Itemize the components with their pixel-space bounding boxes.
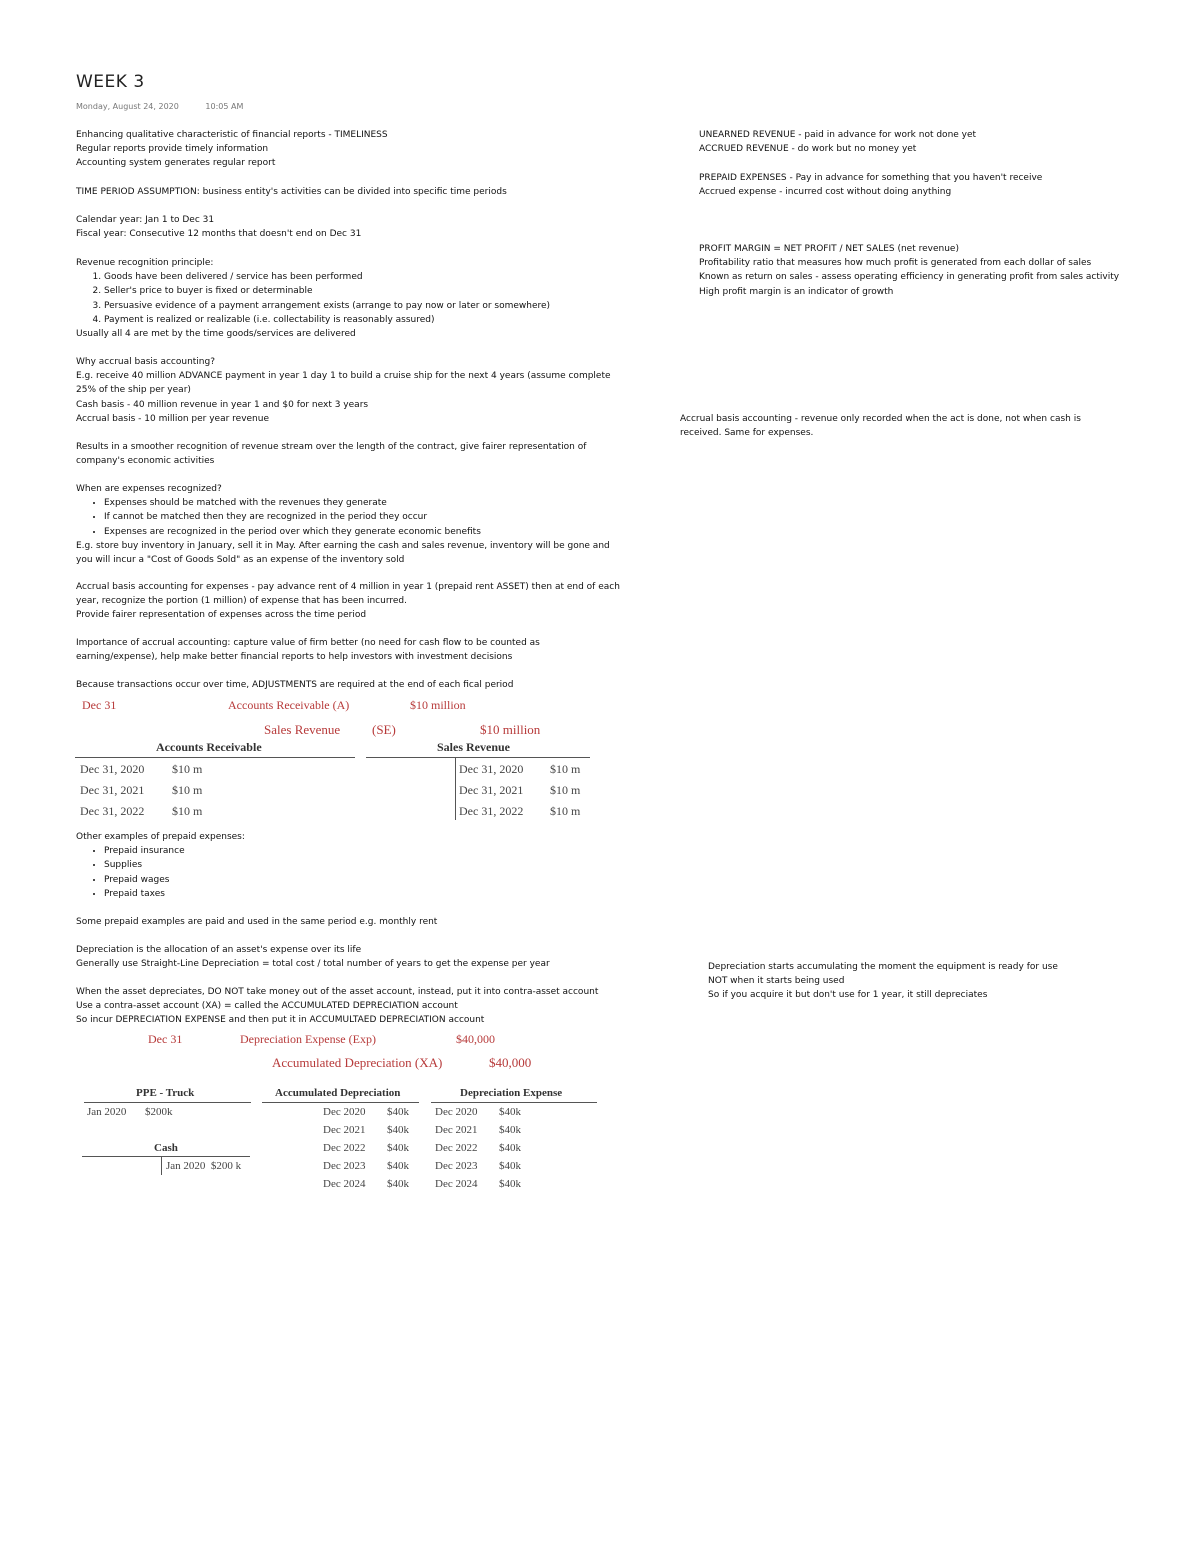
journal2-credit-account: Accumulated Depreciation (XA) xyxy=(272,1055,443,1070)
list-item: • If cannot be matched then they are recognized in the period they occur xyxy=(104,510,610,524)
contra-asset-block: When the asset depreciates, DO NOT take money out of the asset account, instead, put it into contra-asset account Use a contra-asset account (XA) = called the ACCUMULATED DEPRECIATION account So incur DEPRECIATION EXPENSE and then put it in ACCUMULTAED DEPRECIATION account xyxy=(76,987,599,1026)
journal2-debit-amount: $40,000 xyxy=(456,1032,495,1046)
revenue-list xyxy=(76,270,550,327)
t-account-ar-rows xyxy=(80,762,202,825)
t-account-de-rule xyxy=(431,1102,597,1103)
profit-margin-block: PROFIT MARGIN = NET PROFIT / NET SALES (net revenue) Profitability ratio that measures how much profit is generated from each dollar of sales Known as return on sales - assess operating efficiency in generating profit from sales activity High profit margin is an indicator of growth xyxy=(699,244,1120,297)
t-account-sr-rows xyxy=(459,762,580,825)
table-row: Dec 2024 $40k xyxy=(435,1178,521,1190)
time-period-assumption: TIME PERIOD ASSUMPTION: business entity's activities can be divided into specific time periods xyxy=(76,187,507,197)
t-account-sr-title: Sales Revenue xyxy=(437,740,510,754)
revenue-recognition: Revenue recognition principle: 1. Goods have been delivered / service has been performed 2. Seller's price to buyer is fixed or determinable 3. Persuasive evidence of a payment arrangement exists (arrange to pay now or later or somewhere) 4. Payment is realized or realizable (i.e. collectability is reasonably assured) Usually all 4 are met by the time goods/services are delivered xyxy=(76,256,550,341)
table-row: Dec 31, 2020 $10 m xyxy=(80,762,203,776)
note-time: 10:05 AM xyxy=(205,102,244,111)
table-row: Dec 31, 2022 $10 m xyxy=(80,804,203,818)
list-item: • Expenses are recognized in the period over which they generate economic benefits xyxy=(104,525,610,539)
journal2-date: Dec 31 xyxy=(148,1032,183,1046)
journal1-credit-account: Sales Revenue xyxy=(264,722,341,737)
list-item: 2. Seller's price to buyer is fixed or determinable xyxy=(104,284,550,298)
table-row: Dec 2023 $40k xyxy=(323,1160,409,1172)
page-title: WEEK 3 xyxy=(76,72,145,92)
prepaid-block: PREPAID EXPENSES - Pay in advance for something that you haven't receive Accrued expense - incurred cost without doing anything xyxy=(699,173,1043,198)
list-item: • Supplies xyxy=(104,858,245,872)
depreciation-block: Depreciation is the allocation of an asset's expense over its life Generally use Straight-Line Depreciation = total cost / total number of years to get the expense per year xyxy=(76,945,550,970)
journal1-debit-amount: $10 million xyxy=(410,698,466,712)
note-date: Monday, August 24, 2020 xyxy=(76,102,179,111)
importance-block: Importance of accrual accounting: capture value of firm better (no need for cash flow to be counted as earning/expense), help make better financial reports to help investors with investment decisions xyxy=(76,638,540,663)
accrual-why-block: Why accrual basis accounting? E.g. receive 40 million ADVANCE payment in year 1 day 1 to build a cruise ship for the next 4 years (assume complete 25% of the ship per year) Cash basis - 40 million revenue in year 1 and $0 for next 3 years Accrual basis - 10 million per year revenue xyxy=(76,357,611,424)
t-account-sr-rule xyxy=(366,757,590,758)
same-period-line: Some prepaid examples are paid and used in the same period e.g. monthly rent xyxy=(76,917,438,927)
journal2-credit-amount: $40,000 xyxy=(489,1055,532,1070)
table-row: Dec 2021 $40k xyxy=(323,1124,409,1136)
t-account-ppe-title: PPE - Truck xyxy=(136,1087,195,1099)
t-account-ad-rule xyxy=(262,1102,419,1103)
table-row: Dec 31, 2022 $10 m xyxy=(459,804,581,818)
list-item: • Expenses should be matched with the revenues they generate xyxy=(104,496,610,510)
t-account-ar-title: Accounts Receivable xyxy=(156,740,262,754)
accrual-expenses-block: Accrual basis accounting for expenses - pay advance rent of 4 million in year 1 (prepaid rent ASSET) then at end of each year, recognize the portion (1 million) of expense that has been incurred. Provide fairer representation of expenses across the time period xyxy=(76,582,620,621)
table-row: Dec 2021 $40k xyxy=(435,1124,521,1136)
list-item: 3. Persuasive evidence of a payment arrangement exists (arrange to pay now or later or somewhere) xyxy=(104,299,550,313)
t-account-sr-divider xyxy=(455,758,456,820)
calendar-block: Calendar year: Jan 1 to Dec 31 Fiscal year: Consecutive 12 months that doesn't end on Dec 31 xyxy=(76,215,362,240)
t-account-cash-title: Cash xyxy=(154,1142,178,1154)
t-account-ppe-row: Jan 2020 $200k xyxy=(87,1106,173,1118)
t-account-ppe-rule xyxy=(84,1102,251,1103)
list-item: 4. Payment is realized or realizable (i.e. collectability is reasonably assured) xyxy=(104,313,550,327)
t-account-cash-rule xyxy=(82,1156,250,1157)
expenses-list xyxy=(76,496,610,539)
prepaid-list xyxy=(76,844,245,901)
journal1-credit-type: (SE) xyxy=(372,722,396,737)
adjustments-line: Because transactions occur over time, ADJUSTMENTS are required at the end of each fical period xyxy=(76,680,514,690)
journal1-debit-account: Accounts Receivable (A) xyxy=(228,698,350,712)
t-account-ad-rows xyxy=(323,1106,409,1196)
table-row: Dec 2020 $40k xyxy=(323,1106,409,1118)
list-item: • Prepaid taxes xyxy=(104,887,245,901)
note-meta xyxy=(76,102,267,111)
table-row: Dec 2022 $40k xyxy=(435,1142,521,1154)
t-account-cash-divider xyxy=(161,1157,162,1175)
table-row: Dec 2024 $40k xyxy=(323,1178,409,1190)
depreciation-note-block: Depreciation starts accumulating the moment the equipment is ready for use NOT when it starts being used So if you acquire it but don't use for 1 year, it still depreciates xyxy=(708,962,1058,1001)
accrual-note-block: Accrual basis accounting - revenue only recorded when the act is done, not when cash is received. Same for expenses. xyxy=(680,414,1081,439)
table-row: Dec 31, 2021 $10 m xyxy=(80,783,203,797)
table-row: Dec 31, 2021 $10 m xyxy=(459,783,581,797)
t-account-ad-title: Accumulated Depreciation xyxy=(275,1087,401,1099)
journal1-date: Dec 31 xyxy=(82,698,117,712)
journal1-credit-amount: $10 million xyxy=(480,722,541,737)
prepaid-examples-block: Other examples of prepaid expenses: • Prepaid insurance • Supplies • Prepaid wages • Prepaid taxes xyxy=(76,830,245,901)
t-account-de-title: Depreciation Expense xyxy=(460,1087,563,1099)
t-account-cash-row: Jan 2020 $200 k xyxy=(166,1160,242,1172)
results-block: Results in a smoother recognition of revenue stream over the length of the contract, give fairer representation of company's economic activities xyxy=(76,442,587,467)
t-account-ar-rule xyxy=(75,757,355,758)
table-row: Dec 2023 $40k xyxy=(435,1160,521,1172)
t-account-de-rows xyxy=(435,1106,521,1196)
table-row: Dec 31, 2020 $10 m xyxy=(459,762,581,776)
list-item: 1. Goods have been delivered / service has been performed xyxy=(104,270,550,284)
unearned-block: UNEARNED REVENUE - paid in advance for work not done yet ACCRUED REVENUE - do work but no money yet xyxy=(699,130,977,155)
table-row: Dec 2022 $40k xyxy=(323,1142,409,1154)
list-item: • Prepaid insurance xyxy=(104,844,245,858)
expenses-block: When are expenses recognized? • Expenses should be matched with the revenues they generate • If cannot be matched then they are recognized in the period they occur • Expenses are recognized in the period over which they generate economic benefits E.g. store buy inventory in January, sell it in May. After earning the cash and sales revenue, inventory will be gone and you will incur a "Cost of Goods Sold" as an expense of the inventory sold xyxy=(76,482,610,567)
table-row: Dec 2020 $40k xyxy=(435,1106,521,1118)
list-item: • Prepaid wages xyxy=(104,873,245,887)
timeliness-block: Enhancing qualitative characteristic of financial reports - TIMELINESS Regular reports provide timely information Accounting system generates regular report xyxy=(76,130,388,169)
journal2-debit-account: Depreciation Expense (Exp) xyxy=(240,1032,376,1046)
